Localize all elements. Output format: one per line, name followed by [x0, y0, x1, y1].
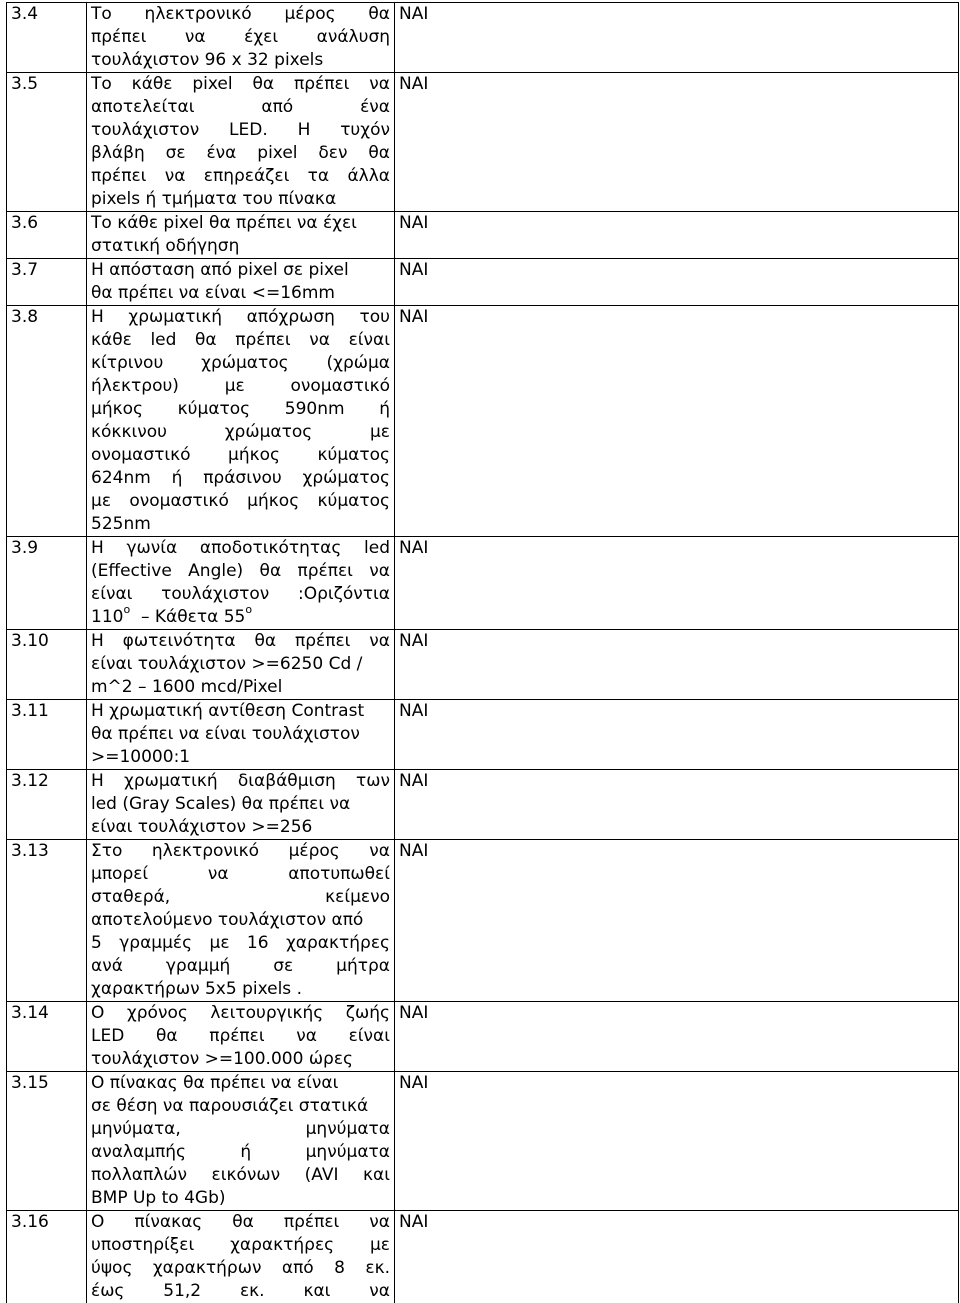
table-row [7, 306, 959, 537]
table-row [7, 3, 959, 73]
description-line: Ο πίνακας θα πρέπει να είναι [91, 1072, 390, 1095]
table-row [7, 840, 959, 1002]
description-line: στατική οδήγηση [91, 235, 390, 258]
description-line: τουλάχιστον >=100.000 ώρες [91, 1048, 390, 1071]
compliance-answer: ΝΑΙ [395, 306, 959, 537]
requirement-description [87, 537, 395, 630]
description-line: πρέπει να έχει ανάλυση [91, 26, 390, 49]
item-number: 3.16 [7, 1211, 87, 1303]
description-line: θα πρέπει να είναι τουλάχιστον [91, 723, 390, 746]
item-number: 3.7 [7, 259, 87, 306]
requirement-description [87, 306, 395, 537]
description-line: χαρακτήρων 5x5 pixels . [91, 978, 390, 1001]
table-row [7, 630, 959, 700]
table-row [7, 770, 959, 840]
description-line: pixels ή τμήματα του πίνακα [91, 188, 390, 211]
description-line: κάθε led θα πρέπει να είναι [91, 329, 390, 352]
item-number: 3.12 [7, 770, 87, 840]
description-line: κίτρινου χρώματος (χρώμα [91, 352, 390, 375]
description-line: θα πρέπει να είναι <=16mm [91, 282, 390, 305]
compliance-answer: ΝΑΙ [395, 537, 959, 630]
specifications-table-body [7, 3, 959, 1303]
compliance-answer: ΝΑΙ [395, 630, 959, 700]
requirement-description [87, 1072, 395, 1211]
description-line: πρέπει να επηρεάζει τα άλλα [91, 165, 390, 188]
compliance-answer: ΝΑΙ [395, 840, 959, 1002]
description-line: Η χρωματική απόχρωση του [91, 306, 390, 329]
description-line: (Effective Angle) θα πρέπει να [91, 560, 390, 583]
item-number: 3.15 [7, 1072, 87, 1211]
description-line: BMP Up to 4Gb) [91, 1187, 390, 1210]
horizontal-angle-value: 110 [91, 607, 123, 627]
table-row [7, 1072, 959, 1211]
table-row [7, 73, 959, 212]
description-line: Το κάθε pixel θα πρέπει να [91, 73, 390, 96]
compliance-answer: ΝΑΙ [395, 259, 959, 306]
description-line: είναι τουλάχιστον >=256 [91, 816, 390, 839]
item-number: 3.5 [7, 73, 87, 212]
description-line: 624nm ή πράσινου χρώματος [91, 467, 390, 490]
table-row [7, 1002, 959, 1072]
description-line: Η γωνία αποδοτικότητας led [91, 537, 390, 560]
description-line: έως 51,2 εκ. και να [91, 1280, 390, 1303]
description-line: Στο ηλεκτρονικό μέρος να [91, 840, 390, 863]
description-line: Η χρωματική διαβάθμιση των [91, 770, 390, 793]
description-line: Η χρωματική αντίθεση Contrast [91, 700, 390, 723]
table-row [7, 537, 959, 630]
description-line: ήλεκτρου) με ονομαστικό [91, 375, 390, 398]
requirement-description [87, 73, 395, 212]
requirement-description [87, 700, 395, 770]
table-row [7, 1211, 959, 1303]
description-line: m^2 – 1600 mcd/Pixel [91, 676, 390, 699]
compliance-answer: ΝΑΙ [395, 73, 959, 212]
description-line: κόκκινου χρώματος με [91, 421, 390, 444]
description-line: αποτελείται από ένα [91, 96, 390, 119]
description-line: 5 γραμμές με 16 χαρακτήρες [91, 932, 390, 955]
requirement-description [87, 212, 395, 259]
compliance-answer: ΝΑΙ [395, 770, 959, 840]
item-number: 3.10 [7, 630, 87, 700]
compliance-answer: ΝΑΙ [395, 212, 959, 259]
description-line: βλάβη σε ένα pixel δεν θα [91, 142, 390, 165]
description-line: είναι τουλάχιστον >=6250 Cd / [91, 653, 390, 676]
description-line: υποστηρίξει χαρακτήρες με [91, 1234, 390, 1257]
item-number: 3.8 [7, 306, 87, 537]
table-row [7, 212, 959, 259]
description-line: σε θέση να παρουσιάζει στατικά [91, 1095, 390, 1118]
compliance-answer: ΝΑΙ [395, 1211, 959, 1303]
description-line: μήκος κύματος 590nm ή [91, 398, 390, 421]
item-number: 3.14 [7, 1002, 87, 1072]
description-line: μηνύματα, μηνύματα [91, 1118, 390, 1141]
description-line: >=10000:1 [91, 746, 390, 769]
table-row [7, 700, 959, 770]
description-line: Ο πίνακας θα πρέπει να [91, 1211, 390, 1234]
compliance-answer: ΝΑΙ [395, 700, 959, 770]
description-line: τουλάχιστον LED. Η τυχόν [91, 119, 390, 142]
item-number: 3.4 [7, 3, 87, 73]
item-number: 3.13 [7, 840, 87, 1002]
degree-mark: o [245, 603, 252, 616]
requirement-description [87, 630, 395, 700]
description-line: Το ηλεκτρονικό μέρος θα [91, 3, 390, 26]
description-line: ανά γραμμή σε μήτρα [91, 955, 390, 978]
item-number: 3.9 [7, 537, 87, 630]
description-line: μπορεί να αποτυπωθεί [91, 863, 390, 886]
requirement-description [87, 1211, 395, 1303]
description-line: Το κάθε pixel θα πρέπει να έχει [91, 212, 390, 235]
requirement-description [87, 840, 395, 1002]
description-line: με ονομαστικό μήκος κύματος [91, 490, 390, 513]
description-line: αναλαμπής ή μηνύματα [91, 1141, 390, 1164]
description-line: σταθερά, κείμενο [91, 886, 390, 909]
description-line: Ο χρόνος λειτουργικής ζωής [91, 1002, 390, 1025]
description-line: ύψος χαρακτήρων από 8 εκ. [91, 1257, 390, 1280]
requirement-description [87, 3, 395, 73]
description-line: ονομαστικό μήκος κύματος [91, 444, 390, 467]
degree-mark: o [123, 603, 130, 616]
specifications-table [6, 2, 959, 1303]
requirement-description [87, 1002, 395, 1072]
description-line: LED θα πρέπει να είναι [91, 1025, 390, 1048]
item-number: 3.6 [7, 212, 87, 259]
description-line: 525nm [91, 513, 390, 536]
item-number: 3.11 [7, 700, 87, 770]
requirement-description [87, 770, 395, 840]
table-row [7, 259, 959, 306]
description-line: led (Gray Scales) θα πρέπει να [91, 793, 390, 816]
description-line: αποτελούμενο τουλάχιστον από [91, 909, 390, 932]
compliance-answer: ΝΑΙ [395, 1072, 959, 1211]
description-line: είναι τουλάχιστον :Οριζόντια [91, 583, 390, 606]
description-line: τουλάχιστον 96 x 32 pixels [91, 49, 390, 72]
description-line: Η απόσταση από pixel σε pixel [91, 259, 390, 282]
angle-values-line [91, 606, 390, 629]
vertical-angle-value: – Κάθετα 55 [141, 607, 245, 627]
description-line: πολλαπλών εικόνων (AVI και [91, 1164, 390, 1187]
compliance-answer: ΝΑΙ [395, 1002, 959, 1072]
description-line: Η φωτεινότητα θα πρέπει να [91, 630, 390, 653]
compliance-answer: ΝΑΙ [395, 3, 959, 73]
requirement-description [87, 259, 395, 306]
